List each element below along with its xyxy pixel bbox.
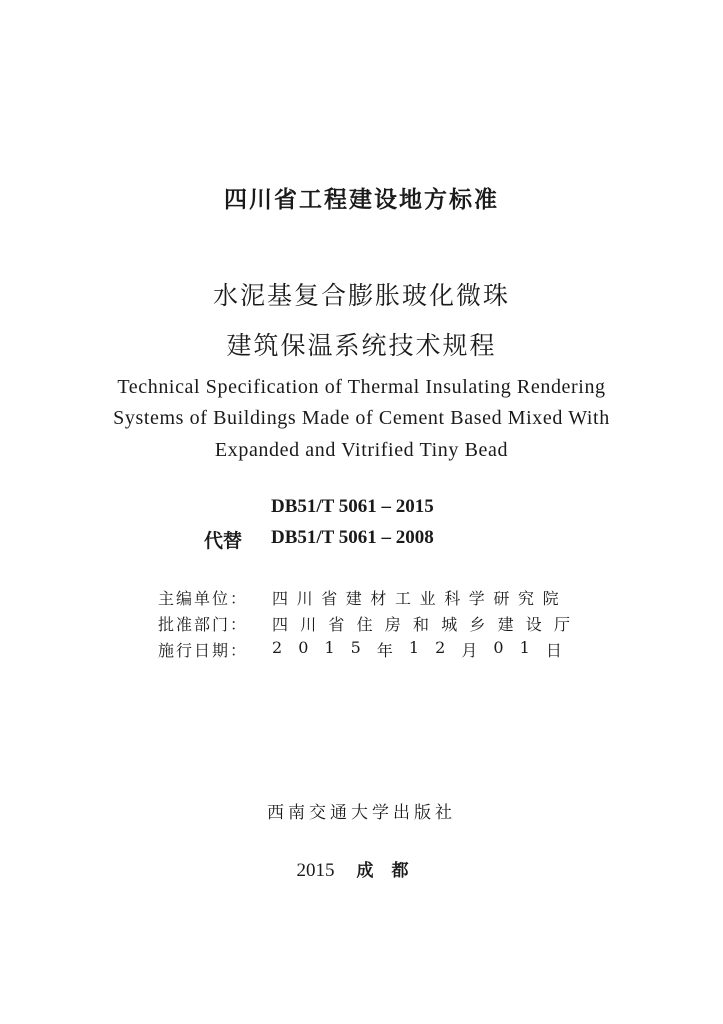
effective-date-label: 施行日期： <box>158 641 249 660</box>
date-part: 5 <box>350 638 361 657</box>
date-part: 月 <box>461 641 478 660</box>
english-title-line-3: Expanded and Vitrified Tiny Bead <box>214 439 509 461</box>
replaced-code: DB51/T 5061 – 2008 <box>271 527 434 548</box>
standard-code: DB51/T 5061 – 2015 <box>271 496 434 517</box>
series-title: 四川省工程建设地方标准 <box>224 187 499 213</box>
date-part: 2 <box>272 638 283 657</box>
publication-year: 2015 <box>296 860 335 881</box>
approver-value: 四川省住房和城乡建设厅 <box>272 615 583 634</box>
chinese-title-line-1: 水泥基复合膨胀玻化微珠 <box>212 281 510 310</box>
date-part: 1 <box>519 638 530 657</box>
english-title-line-2: Systems of Buildings Made of Cement Based Mixed With <box>113 407 610 429</box>
date-part: 日 <box>545 641 562 660</box>
editor-label: 主编单位： <box>158 589 249 608</box>
publication-city: 成都 <box>356 861 427 881</box>
date-part: 0 <box>493 638 504 657</box>
replaces-label: 代替 <box>204 530 243 552</box>
publication-place <box>0 856 723 882</box>
date-part: 2 <box>435 638 446 657</box>
publisher-name: 西南交通大学出版社 <box>267 803 456 823</box>
date-part: 年 <box>376 641 393 660</box>
approver-label: 批准部门： <box>158 615 249 634</box>
date-part: 1 <box>408 638 420 657</box>
editor-value: 四川省建材工业科学研究院 <box>272 589 568 608</box>
chinese-title-line-2: 建筑保温系统技术规程 <box>226 331 497 360</box>
date-part: 1 <box>324 638 335 657</box>
date-part: 0 <box>298 638 309 657</box>
effective-date-value <box>272 638 562 661</box>
english-title-line-1: Technical Specification of Thermal Insulating Rendering <box>117 376 606 398</box>
